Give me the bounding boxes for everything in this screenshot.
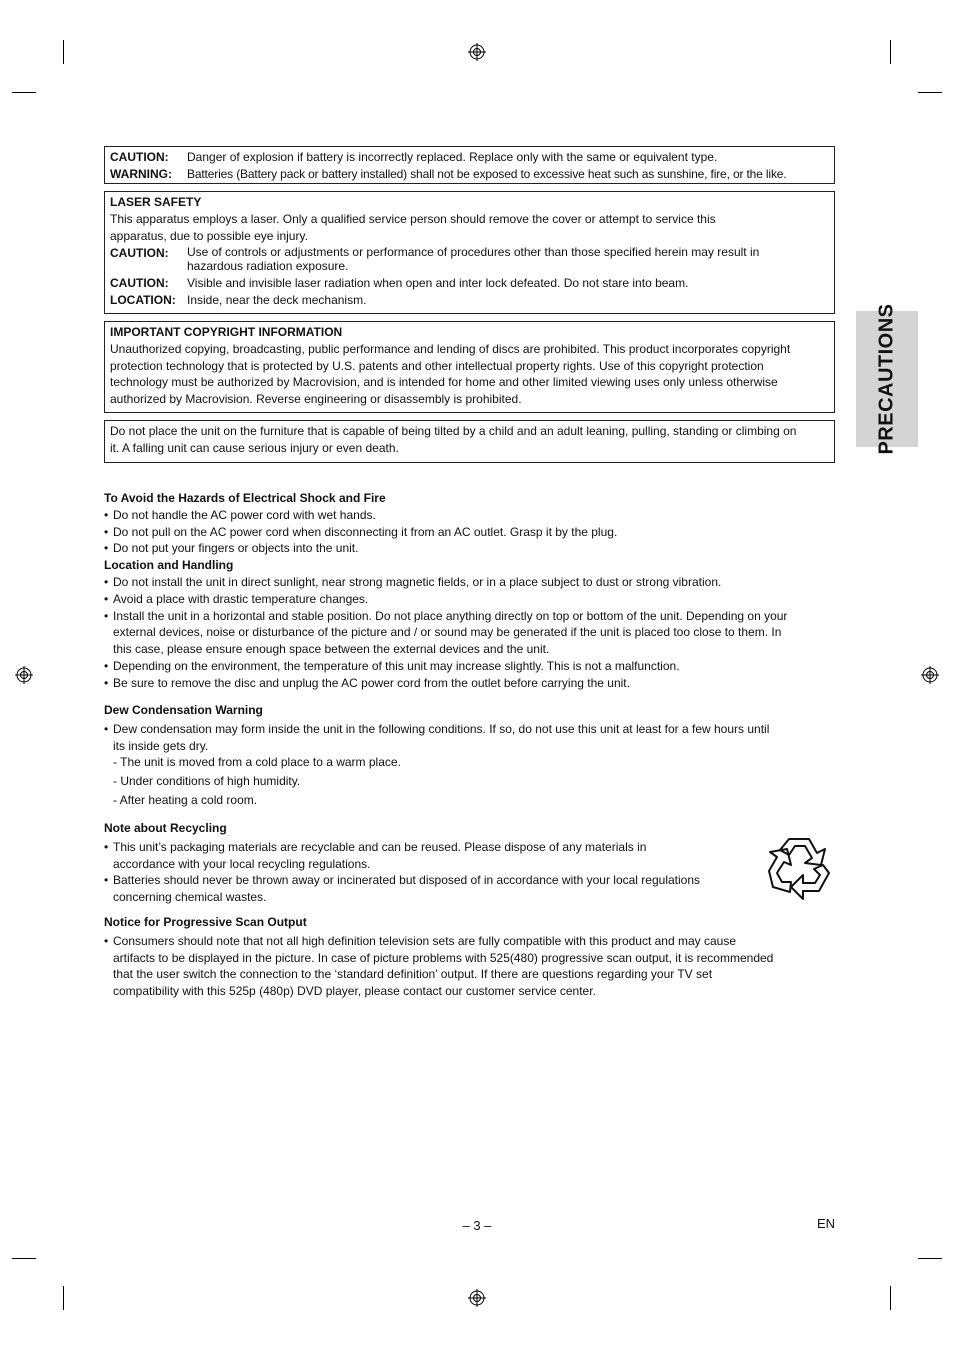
list-item: • Install the unit in a horizontal and stable position. Do not place anything directly on top or bottom of the unit. Depending on your external devices, noise or disturbance of the picture and / or sound may be generated if the unit is placed too close to them. In this case, please ensure enough space between the external devices and the unit.: [104, 608, 794, 658]
crop-mark: [890, 40, 891, 64]
crop-mark: [63, 40, 64, 64]
caution-text: Danger of explosion if battery is incorrectly replaced. Replace only with the same or equivalent type.: [187, 150, 718, 164]
list-item: • Consumers should note that not all high definition television sets are fully compatible with this product and may cause artifacts to be displayed in the picture. In case of picture problems with 525(480) progressive scan output, it is recommended that the user switch the connection to the ‘standard definition’ output. If there are questions regarding your TV set compatibility with this 525p (480p) DVD player, please contact our customer service center.: [104, 933, 774, 1000]
language-code: EN: [817, 1216, 836, 1231]
progressive-scan-section: [104, 914, 774, 1000]
list-item: • This unit’s packaging materials are recyclable and can be reused. Please dispose of any materials in accordance with your local recycling regulations.: [104, 839, 704, 873]
registration-mark-icon: [468, 1289, 486, 1307]
crop-mark: [918, 1258, 942, 1259]
list-item: • Be sure to remove the disc and unplug the AC power cord from the outlet before carrying the unit.: [104, 675, 794, 692]
crop-mark: [918, 92, 942, 93]
laser-location-text: Inside, near the deck mechanism.: [187, 293, 367, 308]
crop-mark: [63, 1286, 64, 1310]
crop-mark: [12, 1258, 36, 1259]
registration-mark-icon: [921, 666, 939, 684]
copyright-text: Unauthorized copying, broadcasting, public performance and lending of discs are prohibited. This product incorporates copyright protection technology that is protected by U.S. patents and other intellectual property rights. Use of this copyright protection technology must be authorized by Macrovision, and is intended for home and other limited viewing uses only unless otherwise authorized by Macrovision. Reverse engineering or disassembly is prohibited.: [110, 341, 791, 407]
list-item: • Do not install the unit in direct sunlight, near strong magnetic fields, or in a place subject to dust or strong vibration.: [104, 574, 794, 591]
section-title: To Avoid the Hazards of Electrical Shock and Fire: [104, 491, 386, 505]
bullet-list: [104, 933, 774, 1000]
bullet-list: [104, 574, 794, 692]
list-item: • Do not handle the AC power cord with wet hands.: [104, 507, 804, 524]
laser-caution-text: Visible and invisible laser radiation when open and inter lock defeated. Do not stare into beam.: [187, 276, 689, 291]
registration-mark-icon: [15, 666, 33, 684]
dew-condensation-section: [104, 702, 784, 809]
section-title: Dew Condensation Warning: [104, 703, 263, 717]
laser-safety-title: LASER SAFETY: [110, 195, 202, 209]
list-item: • Do not pull on the AC power cord when disconnecting it from an AC outlet. Grasp it by the plug.: [104, 524, 804, 541]
crop-mark: [890, 1286, 891, 1310]
furniture-warning-text: Do not place the unit on the furniture that is capable of being tilted by a child and an adult leaning, pulling, standing or climbing on it. A falling unit can cause serious injury or even death.: [110, 424, 797, 455]
laser-caution-row: [110, 245, 834, 273]
laser-caution-label: CAUTION:: [110, 276, 169, 291]
laser-caution-text: Use of controls or adjustments or performance of procedures other than those specified herein may result in hazardous radiation exposure.: [187, 245, 760, 274]
laser-safety-intro: This apparatus employs a laser. Only a qualified service person should remove the cover or attempt to service this apparatus, due to possible eye injury.: [110, 211, 716, 243]
caution-row: [110, 149, 834, 166]
warning-row: [110, 166, 834, 183]
list-item: • Do not put your fingers or objects into the unit.: [104, 540, 804, 557]
section-title: Notice for Progressive Scan Output: [104, 915, 307, 929]
crop-mark: [12, 92, 36, 93]
laser-location-row: [110, 292, 834, 309]
warning-label: WARNING:: [110, 166, 172, 181]
list-item: • Avoid a place with drastic temperature changes.: [104, 591, 794, 608]
recycling-section: [104, 820, 704, 906]
laser-safety-box: [104, 191, 835, 314]
page-number: – 3 –: [462, 1218, 492, 1233]
caution-label: CAUTION:: [110, 150, 169, 164]
precautions-tab-label: PRECAUTIONS: [875, 303, 898, 455]
bullet-list: [104, 507, 804, 557]
registration-mark-icon: [468, 43, 486, 61]
furniture-warning-box: [104, 420, 835, 463]
list-item: • Dew condensation may form inside the unit in the following conditions. If so, do not use this unit at least for a few hours until its inside gets dry.: [104, 721, 784, 755]
shock-hazard-section: [104, 490, 804, 692]
warning-text: Batteries (Battery pack or battery installed) shall not be exposed to excessive heat such as sunshine, fire, or the like.: [187, 166, 787, 181]
sub-item: - Under conditions of high humidity.: [113, 774, 301, 789]
laser-caution-row: [110, 275, 834, 292]
copyright-title: IMPORTANT COPYRIGHT INFORMATION: [110, 325, 343, 339]
bullet-list: [104, 721, 784, 755]
list-item: • Batteries should never be thrown away or incinerated but disposed of in accordance with your local regulations concerning chemical wastes.: [104, 872, 704, 906]
recycle-icon: [767, 835, 835, 901]
precautions-side-tab: [856, 303, 918, 455]
laser-location-label: LOCATION:: [110, 293, 176, 308]
laser-caution-label: CAUTION:: [110, 246, 169, 261]
list-item: • Depending on the environment, the temperature of this unit may increase slightly. This is not a malfunction.: [104, 658, 794, 675]
section-title: Note about Recycling: [104, 821, 227, 835]
bullet-list: [104, 839, 704, 906]
section-title: Location and Handling: [104, 558, 234, 573]
copyright-box: [104, 321, 835, 413]
battery-caution-box: [104, 146, 835, 184]
sub-item: - The unit is moved from a cold place to a warm place.: [113, 755, 401, 770]
sub-item: - After heating a cold room.: [113, 792, 258, 807]
